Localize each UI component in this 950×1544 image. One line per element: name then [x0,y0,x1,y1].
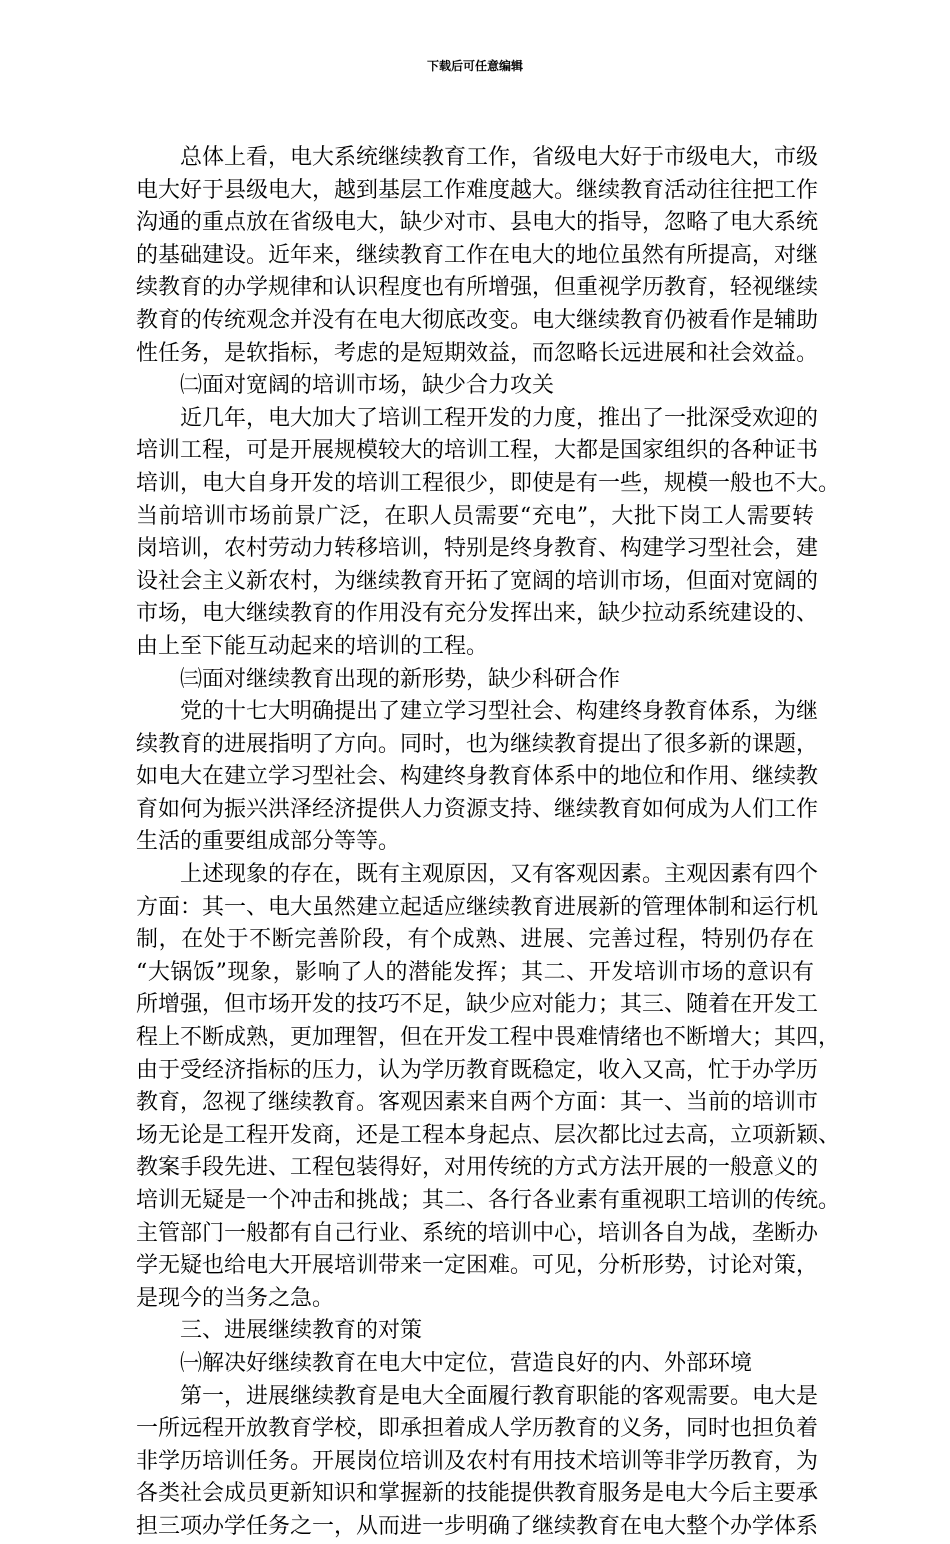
text-line: 沟通的重点放在省级电大，缺少对市、县电大的指导，忽略了电大系统 [136,210,819,236]
text-line: 三、进展继续教育的对策 [180,1318,423,1344]
text-line: 教育，忽视了继续教育。客观因素来自两个方面：其一、当前的培训市 [136,1090,819,1116]
text-line: “大锅饭”现象，影响了人的潜能发挥；其二、开发培训市场的意识有 [136,959,814,985]
text-line: 总体上看，电大系统继续教育工作，省级电大好于市级电大，市级 [180,145,819,170]
text-line: 所增强，但市场开发的技巧不足，缺少应对能力；其三、随着在开发工 [136,992,819,1018]
text-line: 制，在处于不断完善阶段，有个成熟、进展、完善过程，特别仍存在 [136,927,814,953]
text-line: 如电大在建立学习型社会、构建终身教育体系中的地位和作用、继续教 [136,764,819,790]
text-line: 场无论是工程开发商，还是工程本身起点、层次都比过去高，立项新颖、 [136,1122,841,1148]
text-line: 一所远程开放教育学校，即承担着成人学历教育的义务，同时也担负着 [136,1416,819,1442]
text-line: 上述现象的存在，既有主观原因，又有客观因素。主观因素有四个 [180,862,819,888]
text-line: 非学历培训任务。开展岗位培训及农村有用技术培训等非学历教育，为 [136,1448,819,1474]
text-line: 是现今的当务之急。 [136,1285,335,1311]
text-line: 主管部门一般都有自己行业、系统的培训中心，培训各自为战，垄断办 [136,1220,819,1246]
text-line: 培训工程，可是开展规模较大的培训工程，大都是国家组织的各种证书 [136,438,819,464]
text-line: 岗培训，农村劳动力转移培训，特别是终身教育、构建学习型社会，建 [136,536,819,562]
text-line: 教育的传统观念并没有在电大彻底改变。电大继续教育仍被看作是辅助 [136,307,819,333]
text-line: 第一，进展继续教育是电大全面履行教育职能的客观需要。电大是 [180,1383,819,1409]
text-line: 培训，电大自身开发的培训工程很少，即使是有一些，规模一般也不大。 [136,470,841,496]
text-line: 方面：其一、电大虽然建立起适应继续教育进展新的管理体制和运行机 [136,894,819,920]
text-line: 性任务，是软指标，考虑的是短期效益，而忽略长远进展和社会效益。 [136,340,819,366]
text-line: 党的十七大明确提出了建立学习型社会、构建终身教育体系，为继 [180,699,819,725]
text-line: ㈢面对继续教育出现的新形势，缺少科研合作 [180,666,621,692]
page-header: 下载后可任意编辑 [426,59,523,73]
text-line: ㈠解决好继续教育在电大中定位，营造良好的内、外部环境 [180,1350,753,1376]
text-line: 的基础建设。近年来，继续教育工作在电大的地位虽然有所提高，对继 [136,242,819,268]
text-line: 市场，电大继续教育的作用没有充分发挥出来，缺少拉动系统建设的、 [136,601,819,627]
text-line: 电大好于县级电大，越到基层工作难度越大。继续教育活动往往把工作 [136,177,819,203]
text-line: 设社会主义新农村，为继续教育开拓了宽阔的培训市场，但面对宽阔的 [136,568,819,594]
text-line: ㈡面对宽阔的培训市场，缺少合力攻关 [180,373,555,399]
text-line: 当前培训市场前景广泛，在职人员需要“充电”，大批下岗工人需要转 [136,503,814,529]
text-line: 育如何为振兴洪泽经济提供人力资源支持、继续教育如何成为人们工作 [136,796,819,822]
text-line: 由于受经济指标的压力，认为学历教育既稳定，收入又高，忙于办学历 [136,1057,819,1083]
text-line: 近几年，电大加大了培训工程开发的力度，推出了一批深受欢迎的 [180,405,819,431]
text-line: 程上不断成熟，更加理智，但在开发工程中畏难情绪也不断增大；其四， [136,1025,841,1051]
text-line: 由上至下能互动起来的培训的工程。 [136,633,489,659]
text-line: 培训无疑是一个冲击和挑战；其二、各行各业素有重视职工培训的传统。 [136,1188,841,1213]
text-line: 各类社会成员更新知识和掌握新的技能提供教育服务是电大今后主要承 [136,1481,819,1507]
text-line: 续教育的办学规律和认识程度也有所增强，但重视学历教育，轻视继续 [136,275,819,301]
text-line: 生活的重要组成部分等等。 [136,829,401,855]
text-line: 担三项办学任务之一，从而进一步明确了继续教育在电大整个办学体系 [136,1513,819,1539]
text-line: 学无疑也给电大开展培训带来一定困难。可见，分析形势，讨论对策， [136,1253,819,1279]
text-line: 教案手段先进、工程包装得好，对用传统的方式方法开展的一般意义的 [136,1155,819,1181]
text-line: 续教育的进展指明了方向。同时，也为继续教育提出了很多新的课题， [136,731,819,757]
document-body [136,142,841,1544]
